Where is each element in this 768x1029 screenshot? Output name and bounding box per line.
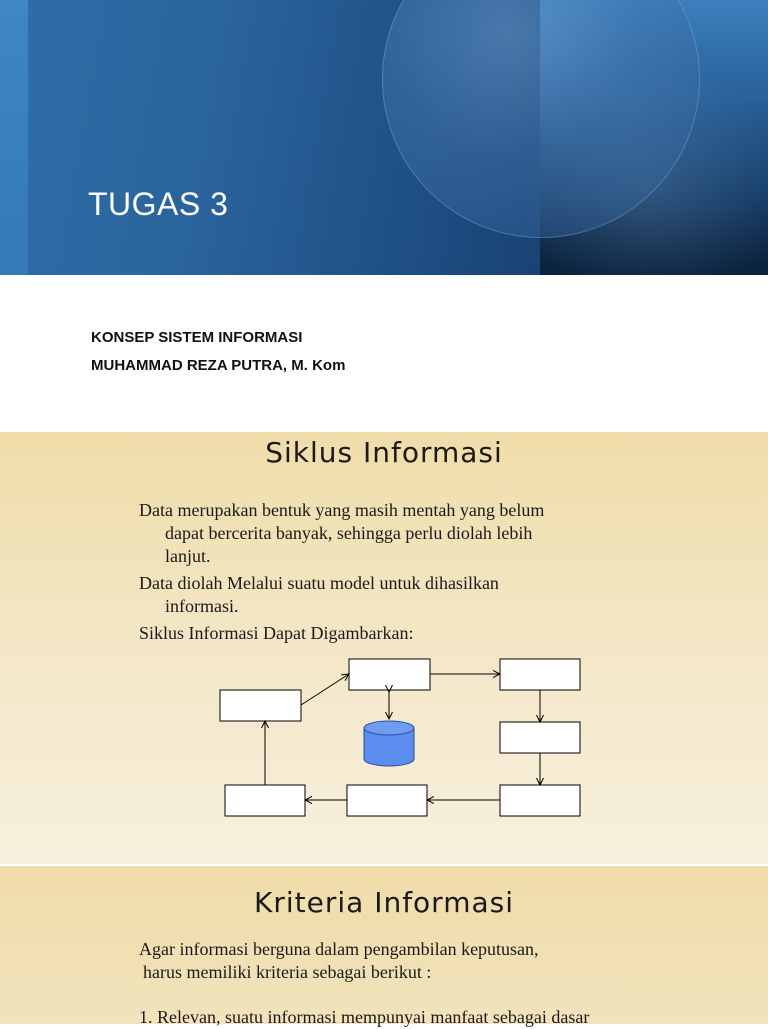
title-slide [0, 0, 768, 432]
slide-heading: Kriteria Informasi [253, 886, 515, 919]
slide-title: TUGAS 3 [88, 186, 229, 222]
text-line: Data merupakan bentuk yang masih mentah yang belum [139, 500, 545, 520]
paragraph-data-diolah [139, 572, 659, 618]
title-banner [0, 0, 768, 275]
author-name: MUHAMMAD REZA PUTRA, M. Kom [91, 357, 346, 374]
cycle-box-mid-right [500, 722, 580, 753]
text-line: Agar informasi berguna dalam pengambilan keputusan, [139, 939, 539, 959]
cycle-box-bottom-right [500, 785, 580, 816]
kriteria-informasi-slide [0, 866, 768, 1027]
information-cycle-diagram [0, 432, 768, 864]
text-line: harus memiliki kriteria sebagai berikut : [143, 962, 432, 982]
text-line: Data diolah Melalui suatu model untuk dihasilkan [139, 573, 499, 593]
banner-left-strip [0, 0, 28, 275]
arrow-left-to-top-center [301, 674, 349, 705]
cycle-box-left [220, 690, 301, 721]
cycle-box-top-right [500, 659, 580, 690]
text-line: dapat bercerita banyak, sehingga perlu diolah lebih [165, 523, 533, 543]
database-icon [364, 721, 414, 766]
siklus-informasi-slide [0, 432, 768, 864]
slide-heading: Siklus Informasi [265, 436, 503, 469]
paragraph-data-mentah [139, 499, 659, 568]
text-line: lanjut. [165, 546, 211, 566]
cycle-box-bottom-left [225, 785, 305, 816]
cycle-box-bottom-center [347, 785, 427, 816]
course-name: KONSEP SISTEM INFORMASI [91, 329, 303, 346]
list-item-relevan: 1. Relevan, suatu informasi mempunyai manfaat sebagai dasar [139, 1007, 590, 1027]
paragraph-kriteria-intro [139, 938, 739, 984]
paragraph-siklus: Siklus Informasi Dapat Digambarkan: [139, 623, 414, 643]
cycle-box-top-center [349, 659, 430, 690]
text-line: informasi. [165, 596, 239, 616]
